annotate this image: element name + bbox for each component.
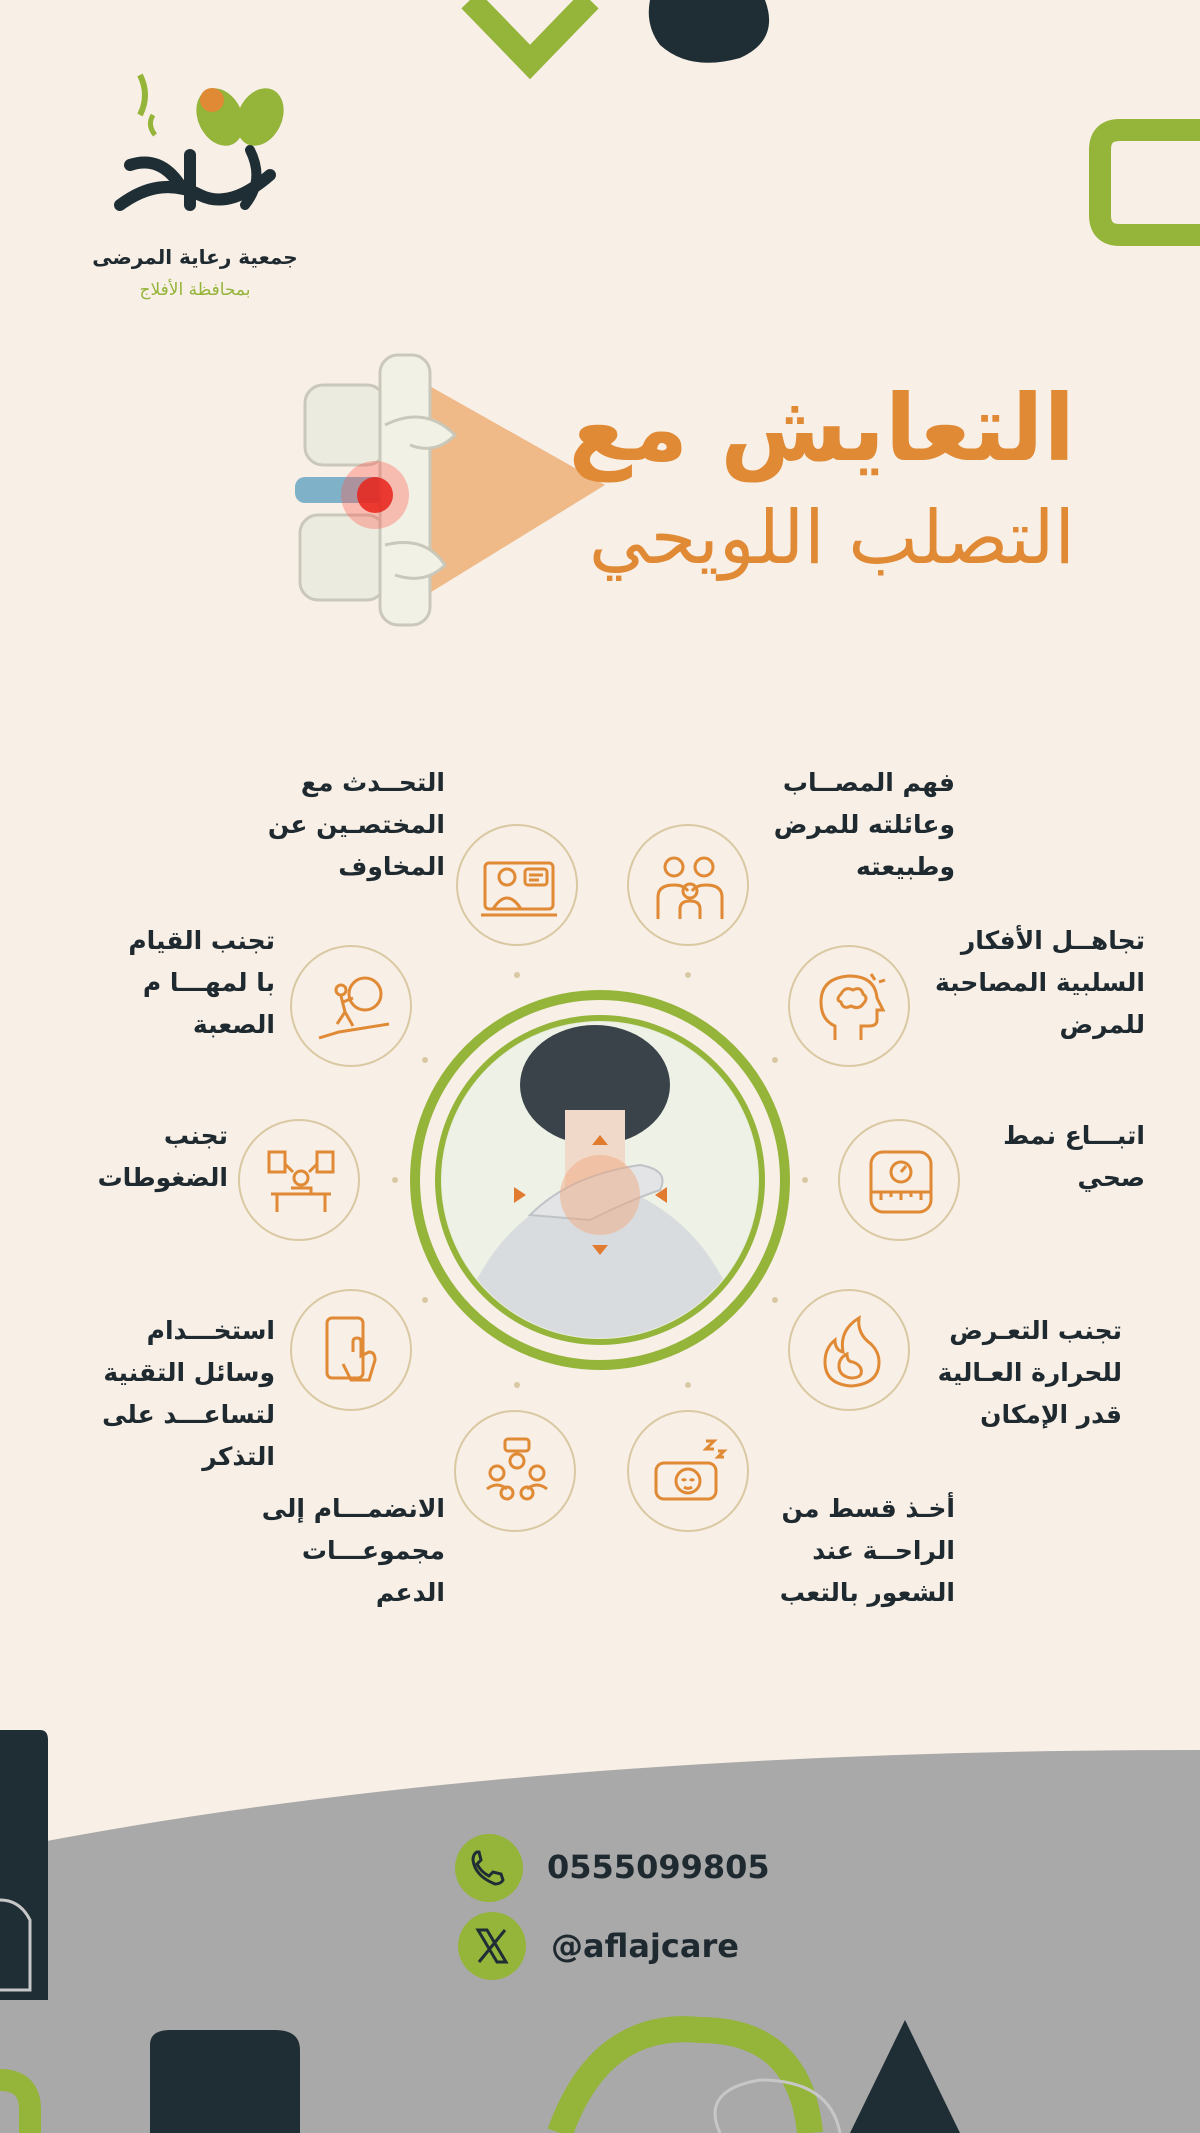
title-line-1: التعايش مع <box>568 375 1075 482</box>
tip-ignore-negative-thoughts: تجاهــل الأفكار السلبية المصاحبة للمرض <box>935 926 1145 1039</box>
tip-healthy-lifestyle: اتبـــاع نمط صحي <box>1003 1121 1145 1192</box>
tip-avoid-hard-tasks: تجنب القيام با لمهـــا م الصعبة <box>128 926 275 1039</box>
tip-take-rest: أخـذ قسط من الراحــة عند الشعور بالتعب <box>779 1494 955 1607</box>
phone-icon <box>455 1834 523 1902</box>
tip-avoid-stress: تجنب الضغوطات <box>97 1121 228 1192</box>
title-line-2: التصلب اللويحي <box>588 495 1075 581</box>
tip-join-support-groups: الانضمـــام إلى مجموعـــات الدعم <box>261 1494 445 1607</box>
organization-region: بمحافظة الأفلاج <box>139 280 251 300</box>
tip-use-technology: استخـــدام وسائل التقنية لتساعـــد على التذكر <box>102 1316 275 1471</box>
organization-name: جمعية رعاية المرضى <box>92 245 298 269</box>
tip-talk-to-specialists: التحــدث مع المختصـين عن المخاوف <box>267 768 445 881</box>
x-twitter-icon <box>458 1912 526 1980</box>
tip-understand-disease: فهم المصــاب وعائلته للمرض وطبيعته <box>773 768 955 881</box>
social-handle[interactable]: @aflajcare <box>551 1927 739 1965</box>
tip-avoid-heat: تجنب التعـرض للحرارة العـالية قدر الإمكان <box>937 1316 1122 1429</box>
phone-number[interactable]: 0555099805 <box>547 1848 770 1886</box>
